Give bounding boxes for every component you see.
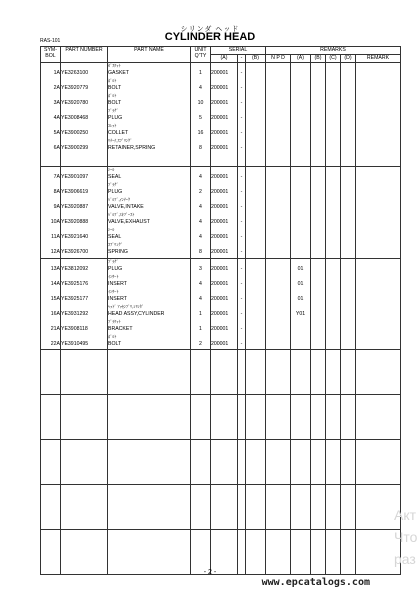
col-rem-a-header: (A) bbox=[291, 55, 311, 63]
serial-a-value: 200001 bbox=[211, 281, 229, 287]
serial-dash: - bbox=[240, 234, 243, 240]
part-number-cell-group1 bbox=[61, 63, 108, 167]
symbol-value: 4A bbox=[53, 115, 60, 121]
rem-b-cell-group3 bbox=[311, 259, 326, 350]
symbol-value: 8A bbox=[53, 189, 60, 195]
rem-a-cell-group3 bbox=[291, 259, 311, 350]
col-part-number-header: PART NUMBER bbox=[61, 47, 108, 63]
npd-cell-group2 bbox=[266, 167, 291, 259]
part-name-kana: ﾎﾞﾙﾄ bbox=[108, 334, 117, 339]
part-name-cell-group1 bbox=[108, 63, 191, 167]
serial-a-value: 200001 bbox=[211, 70, 229, 76]
part-name-value: VALVE,EXHAUST bbox=[108, 219, 150, 225]
rem-a-value: 01 bbox=[297, 281, 304, 287]
part-name-kana: ｽﾌﾟﾘﾝｸﾞ bbox=[108, 242, 123, 247]
serial-a-value: 200001 bbox=[211, 249, 229, 255]
part-name-value: INSERT bbox=[108, 296, 127, 302]
serial-dash: - bbox=[240, 266, 243, 272]
qty-value: 2 bbox=[199, 341, 202, 347]
symbol-value: 7A bbox=[53, 174, 60, 180]
symbol-cell-group3 bbox=[41, 259, 61, 350]
part-name-cell-group3 bbox=[108, 259, 191, 350]
part-number-value: YE3008468 bbox=[61, 115, 89, 121]
rem-c-cell-group1 bbox=[326, 63, 341, 167]
part-number-cell-group2 bbox=[61, 167, 108, 259]
serial-dash: - bbox=[240, 249, 243, 255]
serial-dash: - bbox=[240, 174, 243, 180]
symbol-value: 21A bbox=[50, 326, 60, 332]
rem-b-cell-group2 bbox=[311, 167, 326, 259]
serial-dash: - bbox=[240, 145, 243, 151]
part-name-kana: ｼｰﾙ bbox=[108, 227, 115, 232]
part-number-value: YE3921640 bbox=[61, 234, 89, 240]
serial-a-value: 200001 bbox=[211, 145, 229, 151]
part-name-kana: ﾊﾞﾙﾌﾞ,ｲﾝﾃｰｸ bbox=[108, 197, 131, 202]
part-name-value: BOLT bbox=[108, 85, 122, 91]
qty-value: 4 bbox=[199, 296, 202, 302]
part-number-value: YE3900299 bbox=[61, 145, 89, 151]
symbol-value: 14A bbox=[50, 281, 60, 287]
qty-value: 3 bbox=[199, 266, 202, 272]
part-number-value: YE3925177 bbox=[61, 296, 89, 302]
serial-a-cell-group3 bbox=[211, 259, 238, 350]
part-name-kana: ﾌﾞﾗｹｯﾄ bbox=[108, 319, 121, 324]
symbol-value: 10A bbox=[50, 219, 60, 225]
part-number-value: YE3931292 bbox=[61, 311, 89, 317]
part-number-value: YE3906619 bbox=[61, 189, 89, 195]
col-qty-header: UNIT Q'TY bbox=[191, 47, 211, 63]
part-name-kana: ﾘﾃｰﾅ,ｽﾌﾟﾘﾝｸﾞ bbox=[108, 138, 133, 143]
part-name-value: RETAINER,SPRING bbox=[108, 145, 156, 151]
part-name-kana: ｲﾝｻｰﾄ bbox=[108, 289, 119, 294]
empty-row bbox=[41, 485, 401, 530]
qty-value: 4 bbox=[199, 85, 202, 91]
col-symbol-header: SYM- BOL bbox=[41, 47, 61, 63]
part-name-kana: ﾍｯﾄﾞ ｱｯｾﾝﾌﾞﾘ,ｼﾘﾝﾀﾞ bbox=[108, 304, 144, 309]
col-remarks-header: REMARKS bbox=[266, 47, 401, 55]
rem-d-cell-group3 bbox=[341, 259, 356, 350]
part-name-kana: ｲﾝｻｰﾄ bbox=[108, 274, 119, 279]
qty-value: 4 bbox=[199, 219, 202, 225]
rem-a-value: Y01 bbox=[295, 311, 306, 317]
part-number-value: YE3920780 bbox=[61, 100, 89, 106]
part-number-value: YE3920779 bbox=[61, 85, 89, 91]
symbol-value: 13A bbox=[50, 266, 60, 272]
serial-a-value: 200001 bbox=[211, 189, 229, 195]
part-name-value: COLLET bbox=[108, 130, 129, 136]
remark-cell-group3 bbox=[356, 259, 401, 350]
serial-a-value: 200001 bbox=[211, 115, 229, 121]
part-name-value: GASKET bbox=[108, 70, 130, 76]
qty-cell-group3 bbox=[191, 259, 211, 350]
serial-dash: - bbox=[240, 115, 243, 121]
qty-value: 4 bbox=[199, 281, 202, 287]
part-number-value: YE3925176 bbox=[61, 281, 89, 287]
qty-value: 10 bbox=[197, 100, 204, 106]
part-name-cell-group2 bbox=[108, 167, 191, 259]
serial-b-cell-group3 bbox=[246, 259, 266, 350]
serial-dash: - bbox=[240, 70, 243, 76]
qty-value: 8 bbox=[199, 249, 202, 255]
serial-dash: - bbox=[240, 341, 243, 347]
symbol-cell-group1 bbox=[41, 63, 61, 167]
serial-dash: - bbox=[240, 204, 243, 210]
serial-a-value: 200001 bbox=[211, 326, 229, 332]
serial-dash: - bbox=[240, 219, 243, 225]
qty-cell-group2 bbox=[191, 167, 211, 259]
serial-dash: - bbox=[240, 296, 243, 302]
part-name-value: BRACKET bbox=[108, 326, 133, 332]
part-name-kana: ｼｰﾙ bbox=[108, 167, 115, 172]
col-rem-b-header: (B) bbox=[311, 55, 326, 63]
col-npd-header: N P D bbox=[266, 55, 291, 63]
serial-a-value: 200001 bbox=[211, 219, 229, 225]
part-name-value: INSERT bbox=[108, 281, 127, 287]
rem-a-cell-group2 bbox=[291, 167, 311, 259]
symbol-value: 22A bbox=[50, 341, 60, 347]
footer-watermark-url: www.epcatalogs.com bbox=[261, 577, 370, 588]
part-name-kana: ﾊﾞﾙﾌﾞ,ｴｷｿﾞｰｽﾄ bbox=[108, 212, 135, 217]
col-serial-header: SERIAL bbox=[211, 47, 266, 55]
serial-b-cell-group1 bbox=[246, 63, 266, 167]
symbol-value: 11A bbox=[51, 234, 60, 240]
part-name-value: SPRING bbox=[108, 249, 128, 255]
qty-value: 1 bbox=[199, 326, 202, 332]
npd-cell-group1 bbox=[266, 63, 291, 167]
serial-dash: - bbox=[240, 189, 243, 195]
part-number-value: YE3263100 bbox=[61, 70, 89, 76]
symbol-value: 15A bbox=[50, 296, 60, 302]
page-title: CYLINDER HEAD bbox=[164, 31, 256, 43]
symbol-value: 12A bbox=[50, 249, 60, 255]
empty-row bbox=[41, 395, 401, 440]
remark-cell-group1 bbox=[356, 63, 401, 167]
part-name-kana: ﾎﾞﾙﾄ bbox=[108, 78, 117, 83]
qty-value: 5 bbox=[199, 115, 202, 121]
part-name-value: BOLT bbox=[108, 100, 122, 106]
remark-cell-group2 bbox=[356, 167, 401, 259]
qty-cell-group1 bbox=[191, 63, 211, 167]
npd-cell-group3 bbox=[266, 259, 291, 350]
serial-b-cell-group2 bbox=[246, 167, 266, 259]
rem-b-cell-group1 bbox=[311, 63, 326, 167]
col-rem-c-header: (C) bbox=[326, 55, 341, 63]
part-number-cell-group3 bbox=[61, 259, 108, 350]
empty-row bbox=[41, 440, 401, 485]
serial-dash: - bbox=[240, 130, 243, 136]
page-number: - 2 - bbox=[203, 569, 217, 576]
rem-d-cell-group1 bbox=[341, 63, 356, 167]
serial-a-value: 200001 bbox=[211, 204, 229, 210]
part-number-value: YE3920887 bbox=[61, 204, 89, 210]
symbol-value: 5A bbox=[53, 130, 60, 136]
part-name-kana: ｺﾚｯﾄ bbox=[108, 123, 117, 128]
serial-dash: - bbox=[240, 281, 243, 287]
rem-c-cell-group3 bbox=[326, 259, 341, 350]
part-number-value: YE3900250 bbox=[61, 130, 89, 136]
serial-dash: - bbox=[240, 100, 243, 106]
serial-a-value: 200001 bbox=[211, 85, 229, 91]
part-name-value: PLUG bbox=[108, 266, 123, 272]
col-serial-dash-header: - bbox=[238, 55, 246, 63]
qty-value: 4 bbox=[199, 204, 202, 210]
rem-c-cell-group2 bbox=[326, 167, 341, 259]
empty-row bbox=[41, 350, 401, 395]
rem-a-cell-group1 bbox=[291, 63, 311, 167]
parts-group-2 bbox=[41, 167, 401, 259]
part-name-kana: ﾌﾟﾗｸﾞ bbox=[108, 182, 119, 187]
symbol-value: 2A bbox=[53, 85, 60, 91]
serial-a-value: 200001 bbox=[211, 341, 229, 347]
serial-dash-cell-group2 bbox=[238, 167, 246, 259]
part-name-kana: ﾎﾞﾙﾄ bbox=[108, 93, 117, 98]
part-number-value: YE3901097 bbox=[61, 174, 89, 180]
rem-d-cell-group2 bbox=[341, 167, 356, 259]
parts-table bbox=[40, 46, 401, 575]
parts-group-3 bbox=[41, 259, 401, 350]
serial-a-value: 200001 bbox=[211, 296, 229, 302]
rem-a-value: 01 bbox=[297, 296, 304, 302]
qty-value: 2 bbox=[199, 189, 202, 195]
part-name-value: VALVE,INTAKE bbox=[108, 204, 144, 210]
serial-a-value: 200001 bbox=[211, 100, 229, 106]
empty-rows bbox=[41, 350, 401, 575]
rem-a-value bbox=[291, 340, 310, 349]
qty-value: 1 bbox=[199, 311, 202, 317]
serial-a-value: 200001 bbox=[211, 130, 229, 136]
part-number-value: YE3908118 bbox=[61, 326, 88, 332]
col-remark-header: REMARK bbox=[356, 55, 401, 63]
part-name-value: BOLT bbox=[108, 341, 122, 347]
symbol-value: 6A bbox=[53, 145, 60, 151]
part-number-value: YE3812092 bbox=[61, 266, 89, 272]
part-name-value: SEAL bbox=[108, 234, 122, 240]
qty-value: 16 bbox=[197, 130, 204, 136]
symbol-cell-group2 bbox=[41, 167, 61, 259]
qty-value: 4 bbox=[199, 234, 202, 240]
part-name-value: PLUG bbox=[108, 115, 123, 121]
symbol-value: 3A bbox=[53, 100, 60, 106]
parts-group-1 bbox=[41, 63, 401, 167]
rem-a-value bbox=[291, 325, 310, 334]
empty-row bbox=[41, 530, 401, 575]
serial-dash-cell-group3 bbox=[238, 259, 246, 350]
catalog-code: RAS-101 bbox=[40, 38, 61, 44]
serial-a-value: 200001 bbox=[211, 311, 229, 317]
col-part-name-header: PART NAME bbox=[108, 47, 191, 63]
col-rem-d-header: (D) bbox=[341, 55, 356, 63]
serial-a-value: 200001 bbox=[211, 174, 229, 180]
col-serial-a-header: (A) bbox=[211, 55, 238, 63]
part-number-value: YE3910495 bbox=[61, 341, 89, 347]
rem-a-value: 01 bbox=[297, 266, 304, 272]
qty-value: 4 bbox=[199, 174, 202, 180]
qty-value: 1 bbox=[199, 70, 202, 76]
serial-a-cell-group2 bbox=[211, 167, 238, 259]
symbol-value: 9A bbox=[53, 204, 60, 210]
serial-a-value: 200001 bbox=[211, 266, 229, 272]
col-serial-b-header: (B) bbox=[246, 55, 266, 63]
part-name-value: HEAD ASSY,CYLINDER bbox=[108, 311, 165, 317]
serial-dash-cell-group1 bbox=[238, 63, 246, 167]
serial-dash: - bbox=[240, 85, 243, 91]
qty-value: 8 bbox=[199, 145, 202, 151]
part-name-value: PLUG bbox=[108, 189, 123, 195]
part-name-kana: ｶﾞｽｹｯﾄ bbox=[108, 63, 121, 68]
serial-a-cell-group1 bbox=[211, 63, 238, 167]
serial-dash: - bbox=[240, 326, 243, 332]
symbol-value: 1A bbox=[53, 70, 60, 76]
serial-a-value: 200001 bbox=[211, 234, 229, 240]
activation-watermark: Акт Что раз bbox=[394, 507, 418, 567]
page-title-kana: シリンダ ヘッド bbox=[180, 26, 240, 33]
part-name-value: SEAL bbox=[108, 174, 122, 180]
serial-dash: - bbox=[240, 311, 243, 317]
part-name-kana: ﾌﾟﾗｸﾞ bbox=[108, 108, 119, 113]
part-name-kana: ﾌﾟﾗｸﾞ bbox=[108, 259, 119, 264]
part-number-value: YE3926700 bbox=[61, 249, 89, 255]
symbol-value: 16A bbox=[50, 311, 60, 317]
part-number-value: YE3920888 bbox=[61, 219, 89, 225]
